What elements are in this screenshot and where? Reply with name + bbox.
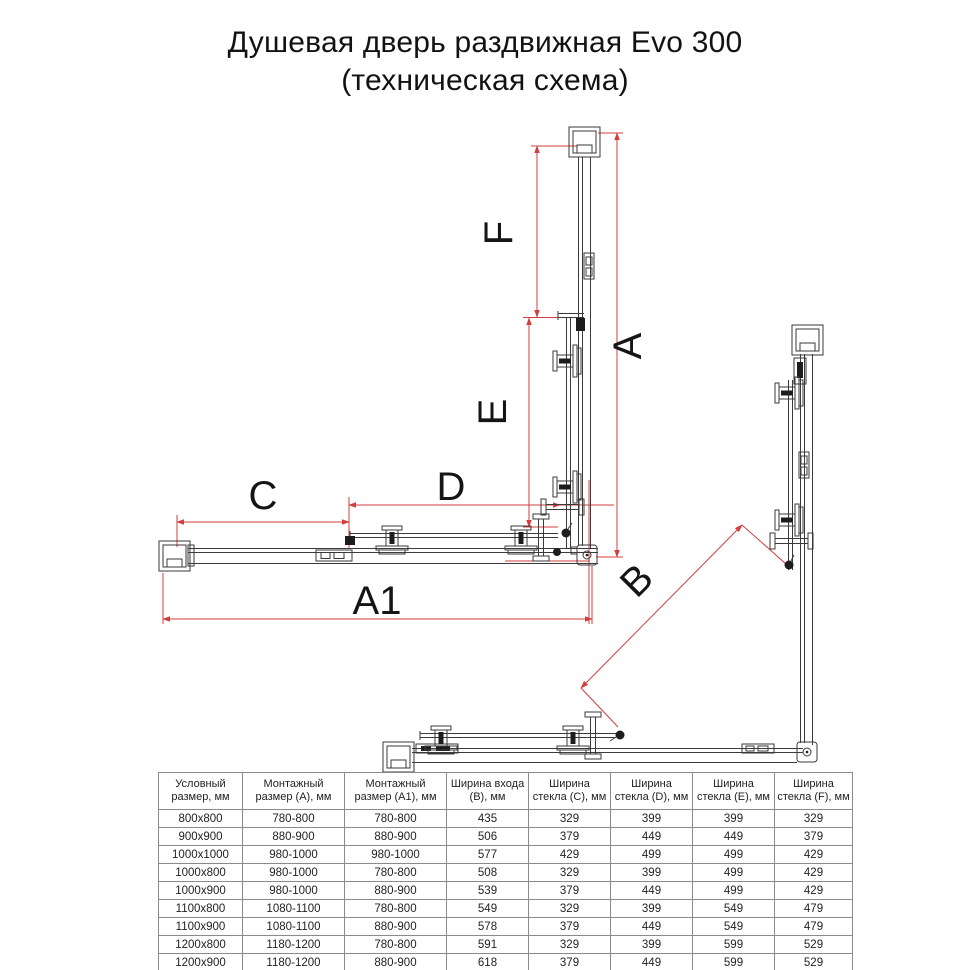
table-cell: 900x900 xyxy=(159,828,243,846)
table-cell: 399 xyxy=(611,864,693,882)
table-cell: 549 xyxy=(693,918,775,936)
page-title-line1: Душевая дверь раздвижная Evo 300 xyxy=(227,26,743,59)
header-cell-3: Ширина входа (B), мм xyxy=(447,773,529,810)
header-cell-2: Монтажный размер (A1), мм xyxy=(345,773,447,810)
table-cell: 599 xyxy=(693,936,775,954)
table-cell: 479 xyxy=(775,918,853,936)
header-cell-0: Условный размер, мм xyxy=(159,773,243,810)
horizontal-rail-bottom xyxy=(383,712,817,772)
table-cell: 1080-1100 xyxy=(243,900,345,918)
table-cell: 329 xyxy=(529,864,611,882)
table-cell: 539 xyxy=(447,882,529,900)
dim-label-B: B xyxy=(611,555,662,606)
table-cell: 506 xyxy=(447,828,529,846)
table-cell: 1000x900 xyxy=(159,882,243,900)
header-cell-1: Монтажный размер (A), мм xyxy=(243,773,345,810)
wall-profile-left xyxy=(383,742,414,772)
dimension-lines xyxy=(163,133,786,727)
table-cell: 449 xyxy=(611,918,693,936)
table-row-1 xyxy=(159,828,853,846)
table-cell: 880-900 xyxy=(345,882,447,900)
table-cell: 599 xyxy=(693,954,775,970)
table-cell: 429 xyxy=(775,882,853,900)
door-handle xyxy=(770,533,813,549)
table-cell: 780-800 xyxy=(345,864,447,882)
table-cell: 399 xyxy=(693,810,775,828)
table-cell: 499 xyxy=(693,882,775,900)
table-cell: 329 xyxy=(775,810,853,828)
table-cell: 880-900 xyxy=(345,918,447,936)
table-cell: 399 xyxy=(611,900,693,918)
wall-profile-top xyxy=(792,325,823,355)
table-cell: 880-900 xyxy=(243,828,345,846)
table-cell: 578 xyxy=(447,918,529,936)
table-cell: 379 xyxy=(529,882,611,900)
table-cell: 1180-1200 xyxy=(243,954,345,970)
table-row-7 xyxy=(159,936,853,954)
table-cell: 429 xyxy=(775,846,853,864)
table-cell: 499 xyxy=(693,864,775,882)
table-cell: 1100x800 xyxy=(159,900,243,918)
table-cell: 329 xyxy=(529,810,611,828)
dim-label-C: C xyxy=(248,474,278,518)
table-cell: 549 xyxy=(693,900,775,918)
header-cell-6: Ширина стекла (E), мм xyxy=(693,773,775,810)
dim-label-A1: A1 xyxy=(352,579,402,623)
table-cell: 880-900 xyxy=(345,954,447,970)
table-cell: 980-1000 xyxy=(243,864,345,882)
table-cell: 499 xyxy=(611,846,693,864)
door-handle xyxy=(541,499,584,515)
table-cell: 1000x800 xyxy=(159,864,243,882)
table-cell: 399 xyxy=(611,810,693,828)
table-row-2 xyxy=(159,846,853,864)
table-row-0 xyxy=(159,810,853,828)
table-cell: 379 xyxy=(529,918,611,936)
dim-label-F: F xyxy=(477,220,521,246)
header-cell-5: Ширина стекла (D), мм xyxy=(611,773,693,810)
header-row xyxy=(159,773,853,810)
table-cell: 780-800 xyxy=(345,900,447,918)
table-cell: 591 xyxy=(447,936,529,954)
size-table-container xyxy=(158,772,852,970)
table-cell: 780-800 xyxy=(243,810,345,828)
table-cell: 529 xyxy=(775,936,853,954)
header-cell-4: Ширина стекла (C), мм xyxy=(529,773,611,810)
vertical-rail xyxy=(541,127,600,549)
door-roller xyxy=(376,526,408,554)
dim-label-A: A xyxy=(606,332,650,360)
table-cell: 980-1000 xyxy=(243,882,345,900)
header-cell-7: Ширина стекла (F), мм xyxy=(775,773,853,810)
table-cell: 980-1000 xyxy=(243,846,345,864)
table-cell: 435 xyxy=(447,810,529,828)
table-cell: 429 xyxy=(529,846,611,864)
table-cell: 499 xyxy=(693,846,775,864)
door-roller xyxy=(557,726,589,754)
table-cell: 379 xyxy=(529,828,611,846)
plan-view-main xyxy=(159,127,600,571)
size-table-head xyxy=(159,773,853,810)
size-table-body xyxy=(159,810,853,970)
page-title-line2: (техническая схема) xyxy=(341,64,629,97)
table-cell: 800x800 xyxy=(159,810,243,828)
dim-label-D: D xyxy=(436,465,466,509)
table-row-6 xyxy=(159,918,853,936)
table-cell: 549 xyxy=(447,900,529,918)
table-cell: 529 xyxy=(775,954,853,970)
table-cell: 429 xyxy=(775,864,853,882)
table-cell: 508 xyxy=(447,864,529,882)
table-cell: 1080-1100 xyxy=(243,918,345,936)
door-roller xyxy=(505,526,537,554)
door-handle xyxy=(585,712,601,759)
wall-profile-left xyxy=(159,541,190,571)
dimension-labels xyxy=(249,221,662,623)
table-cell: 1180-1200 xyxy=(243,936,345,954)
door-knob xyxy=(562,529,571,538)
vertical-rail-right xyxy=(770,325,823,745)
table-row-8 xyxy=(159,954,853,970)
table-cell: 379 xyxy=(529,954,611,970)
table-cell: 1100x900 xyxy=(159,918,243,936)
table-cell: 449 xyxy=(611,954,693,970)
table-cell: 577 xyxy=(447,846,529,864)
table-row-4 xyxy=(159,882,853,900)
door-roller xyxy=(425,726,457,754)
table-cell: 980-1000 xyxy=(345,846,447,864)
table-cell: 379 xyxy=(775,828,853,846)
table-row-5 xyxy=(159,900,853,918)
door-knob xyxy=(616,731,625,740)
table-cell: 1200x800 xyxy=(159,936,243,954)
table-cell: 479 xyxy=(775,900,853,918)
table-row-3 xyxy=(159,864,853,882)
table-cell: 1000x1000 xyxy=(159,846,243,864)
table-cell: 329 xyxy=(529,936,611,954)
size-table xyxy=(158,772,853,970)
dim-label-E: E xyxy=(471,398,515,426)
glass-clamp xyxy=(316,550,352,561)
table-cell: 399 xyxy=(611,936,693,954)
table-cell: 449 xyxy=(611,882,693,900)
table-cell: 329 xyxy=(529,900,611,918)
table-cell: 780-800 xyxy=(345,810,447,828)
door-knob xyxy=(553,548,561,556)
glass-clamp xyxy=(584,253,594,279)
table-cell: 449 xyxy=(693,828,775,846)
table-cell: 780-800 xyxy=(345,936,447,954)
wall-profile-top xyxy=(569,127,600,157)
table-cell: 618 xyxy=(447,954,529,970)
table-cell: 449 xyxy=(611,828,693,846)
door-knob xyxy=(785,561,794,570)
horizontal-rail xyxy=(159,514,598,571)
table-cell: 1200x900 xyxy=(159,954,243,970)
table-cell: 880-900 xyxy=(345,828,447,846)
